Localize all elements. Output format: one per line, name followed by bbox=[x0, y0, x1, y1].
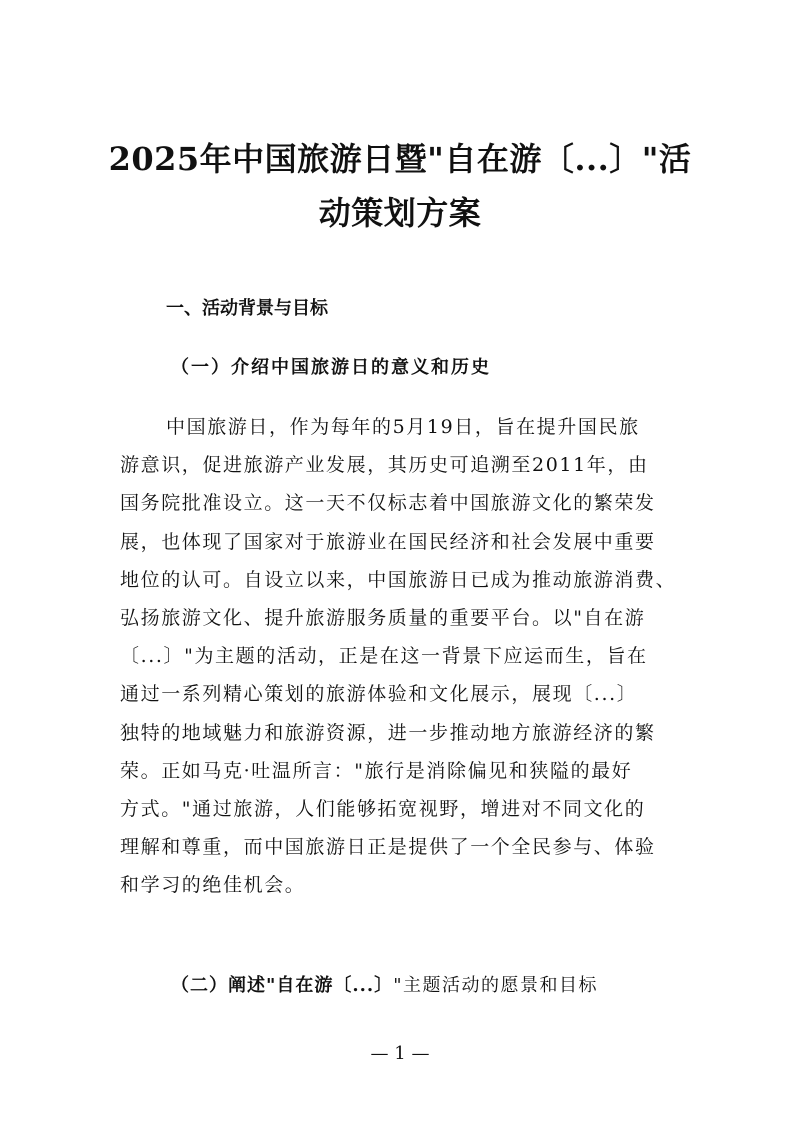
paragraph-line: 弘扬旅游文化、提升旅游服务质量的重要平台。以"自在游 bbox=[120, 607, 646, 630]
subsection-heading-2-bold: （二）阐述"自在游〔...〕 bbox=[171, 975, 394, 996]
subsection-heading-2 bbox=[171, 971, 598, 1001]
subsection-heading-1: （一）介绍中国旅游日的意义和历史 bbox=[171, 357, 491, 378]
section-heading-1: 一、活动背景与目标 bbox=[166, 298, 328, 319]
paragraph-line: 荣。正如马克·吐温所言："旅行是消除偏见和狭隘的最好 bbox=[120, 759, 633, 782]
paragraph-line: 方式。"通过旅游，人们能够拓宽视野，增进对不同文化的 bbox=[120, 798, 646, 821]
subsection-heading-2-rest: "主题活动的愿景和目标 bbox=[393, 975, 598, 996]
title-line-1: 2025年中国旅游日暨"自在游〔...〕"活 bbox=[108, 140, 692, 178]
paragraph-line: 〔...〕"为主题的活动，正是在这一背景下应运而生，旨在 bbox=[120, 645, 648, 668]
body-paragraph-1 bbox=[120, 408, 688, 905]
paragraph-line: 通过一系列精心策划的旅游体验和文化展示，展现〔...〕 bbox=[120, 683, 638, 706]
document-title bbox=[100, 132, 700, 240]
paragraph-line: 游意识，促进旅游产业发展，其历史可追溯至2011年，由 bbox=[120, 454, 649, 477]
page-number: — 1 — bbox=[370, 1043, 430, 1064]
paragraph-line: 理解和尊重，而中国旅游日正是提供了一个全民参与、体验 bbox=[120, 836, 656, 859]
paragraph-line: 地位的认可。自设立以来，中国旅游日已成为推动旅游消费、 bbox=[120, 568, 677, 591]
paragraph-line: 展，也体现了国家对于旅游业在国民经济和社会发展中重要 bbox=[120, 530, 656, 553]
paragraph-line: 和学习的绝佳机会。 bbox=[120, 874, 306, 897]
paragraph-line: 国务院批准设立。这一天不仅标志着中国旅游文化的繁荣发 bbox=[120, 492, 656, 515]
title-line-2: 动策划方案 bbox=[318, 194, 482, 232]
paragraph-line: 中国旅游日，作为每年的5月19日，旨在提升国民旅 bbox=[166, 416, 640, 438]
paragraph-line: 独特的地域魅力和旅游资源，进一步推动地方旅游经济的繁 bbox=[120, 721, 656, 744]
